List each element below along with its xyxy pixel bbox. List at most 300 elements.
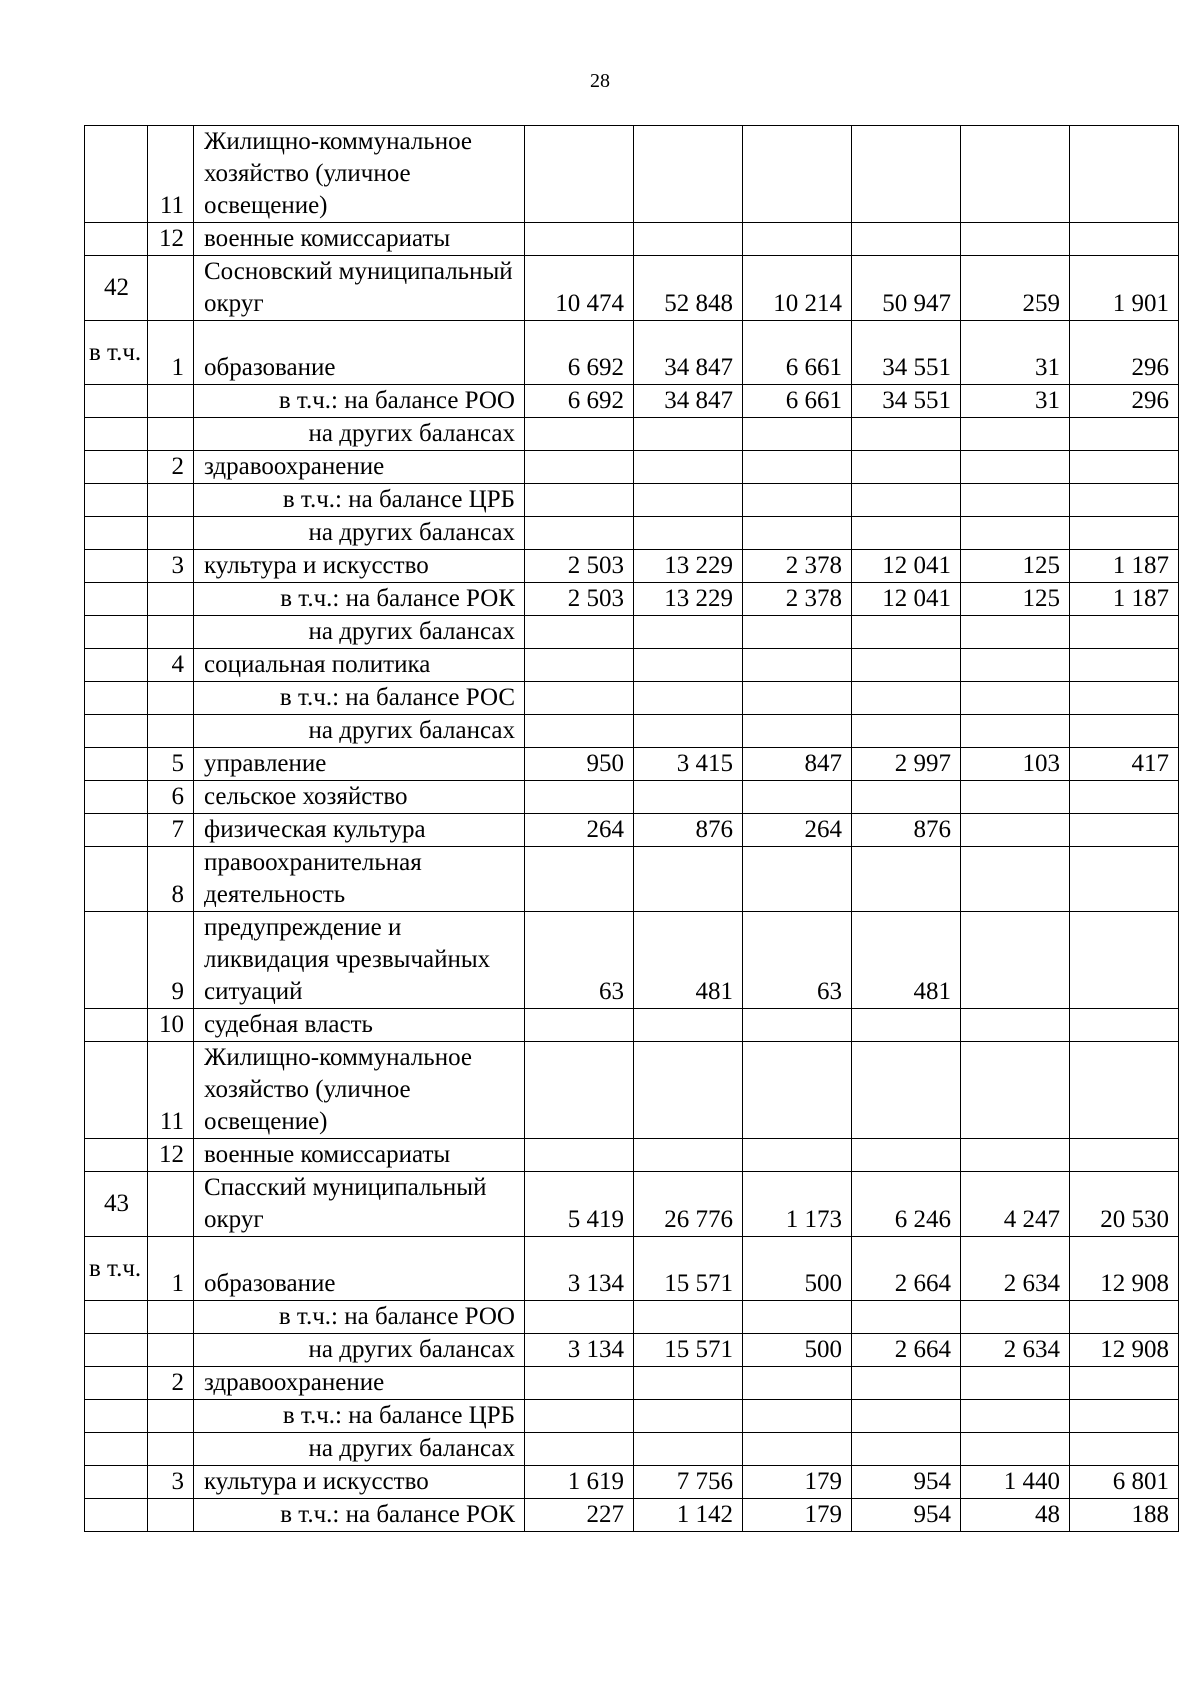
value-cell: 417 <box>1070 748 1179 781</box>
value-cell <box>961 418 1070 451</box>
value-cell <box>961 814 1070 847</box>
value-cell: 1 173 <box>743 1172 852 1237</box>
item-name-cell: судебная власть <box>194 1009 525 1042</box>
value-cell <box>961 517 1070 550</box>
value-cell <box>852 1367 961 1400</box>
item-name-cell: культура и искусство <box>194 550 525 583</box>
value-cell <box>743 451 852 484</box>
value-cell <box>852 1042 961 1139</box>
value-cell: 500 <box>743 1237 852 1301</box>
value-cell: 1 187 <box>1070 550 1179 583</box>
row-number-cell <box>85 451 148 484</box>
value-cell <box>634 517 743 550</box>
value-cell: 2 997 <box>852 748 961 781</box>
value-cell <box>634 1042 743 1139</box>
value-cell <box>852 1009 961 1042</box>
row-number-cell <box>85 517 148 550</box>
value-cell <box>743 1433 852 1466</box>
value-cell: 12 908 <box>1070 1334 1179 1367</box>
item-name-cell: в т.ч.: на балансе РОО <box>194 1301 525 1334</box>
row-number-cell <box>85 484 148 517</box>
row-number-cell <box>85 616 148 649</box>
sub-number-cell: 8 <box>148 847 194 912</box>
value-cell <box>634 616 743 649</box>
value-cell: 264 <box>525 814 634 847</box>
value-cell <box>961 715 1070 748</box>
value-cell: 876 <box>852 814 961 847</box>
table-row <box>85 1042 1179 1139</box>
value-cell <box>525 1400 634 1433</box>
value-cell <box>525 517 634 550</box>
table-row <box>85 715 1179 748</box>
table-body <box>85 126 1179 1532</box>
value-cell <box>525 781 634 814</box>
row-number-cell <box>85 1009 148 1042</box>
table-row <box>85 1400 1179 1433</box>
value-cell: 12 041 <box>852 550 961 583</box>
item-name-cell: на других балансах <box>194 1334 525 1367</box>
value-cell: 2 378 <box>743 550 852 583</box>
item-name-cell: Жилищно-коммунальное хозяйство (уличное освещение) <box>194 126 525 223</box>
value-cell: 6 246 <box>852 1172 961 1237</box>
value-cell: 26 776 <box>634 1172 743 1237</box>
table-row <box>85 126 1179 223</box>
value-cell: 34 847 <box>634 385 743 418</box>
value-cell <box>634 484 743 517</box>
sub-number-cell: 11 <box>148 1042 194 1139</box>
value-cell <box>525 1009 634 1042</box>
table-row <box>85 418 1179 451</box>
value-cell <box>1070 1400 1179 1433</box>
sub-number-cell: 6 <box>148 781 194 814</box>
table-row <box>85 1009 1179 1042</box>
value-cell <box>1070 1433 1179 1466</box>
row-number-cell <box>85 1433 148 1466</box>
value-cell <box>634 451 743 484</box>
value-cell: 125 <box>961 550 1070 583</box>
value-cell: 2 634 <box>961 1237 1070 1301</box>
value-cell <box>1070 126 1179 223</box>
value-cell: 2 378 <box>743 583 852 616</box>
value-cell <box>1070 1042 1179 1139</box>
value-cell: 227 <box>525 1499 634 1532</box>
table-row <box>85 550 1179 583</box>
value-cell <box>634 715 743 748</box>
value-cell: 31 <box>961 385 1070 418</box>
item-name-cell: в т.ч.: на балансе РОО <box>194 385 525 418</box>
value-cell <box>743 223 852 256</box>
row-number-cell <box>85 847 148 912</box>
table-row <box>85 1367 1179 1400</box>
row-number-cell <box>85 1367 148 1400</box>
item-name-cell: в т.ч.: на балансе РОС <box>194 682 525 715</box>
value-cell: 2 634 <box>961 1334 1070 1367</box>
value-cell <box>1070 1009 1179 1042</box>
item-name-cell: управление <box>194 748 525 781</box>
value-cell: 950 <box>525 748 634 781</box>
value-cell <box>743 126 852 223</box>
value-cell: 10 214 <box>743 256 852 321</box>
row-number-cell <box>85 649 148 682</box>
value-cell: 2 664 <box>852 1237 961 1301</box>
sub-number-cell: 12 <box>148 223 194 256</box>
row-number-cell <box>85 385 148 418</box>
value-cell <box>852 847 961 912</box>
value-cell: 1 619 <box>525 1466 634 1499</box>
sub-number-cell <box>148 715 194 748</box>
value-cell <box>634 1301 743 1334</box>
value-cell <box>525 126 634 223</box>
item-name-cell: здравоохранение <box>194 1367 525 1400</box>
item-name-cell: на других балансах <box>194 418 525 451</box>
value-cell <box>961 1042 1070 1139</box>
value-cell <box>961 451 1070 484</box>
value-cell: 264 <box>743 814 852 847</box>
item-name-cell: физическая культура <box>194 814 525 847</box>
value-cell <box>525 1367 634 1400</box>
value-cell: 12 041 <box>852 583 961 616</box>
value-cell <box>634 126 743 223</box>
value-cell <box>852 451 961 484</box>
value-cell <box>525 1301 634 1334</box>
value-cell: 954 <box>852 1466 961 1499</box>
table-row <box>85 781 1179 814</box>
item-name-cell: культура и искусство <box>194 1466 525 1499</box>
table-row <box>85 1172 1179 1237</box>
item-name-cell: правоохранительная деятельность <box>194 847 525 912</box>
item-name-cell: на других балансах <box>194 715 525 748</box>
value-cell: 6 692 <box>525 321 634 385</box>
value-cell <box>525 715 634 748</box>
sub-number-cell: 2 <box>148 1367 194 1400</box>
table-row <box>85 814 1179 847</box>
value-cell: 10 474 <box>525 256 634 321</box>
value-cell <box>525 649 634 682</box>
value-cell <box>525 847 634 912</box>
value-cell: 481 <box>634 912 743 1009</box>
item-name-cell: на других балансах <box>194 616 525 649</box>
sub-number-cell <box>148 616 194 649</box>
value-cell: 7 756 <box>634 1466 743 1499</box>
item-name-cell: социальная политика <box>194 649 525 682</box>
value-cell <box>634 847 743 912</box>
value-cell <box>743 484 852 517</box>
table-row <box>85 1301 1179 1334</box>
value-cell <box>1070 616 1179 649</box>
value-cell <box>634 1139 743 1172</box>
item-name-cell: военные комиссариаты <box>194 223 525 256</box>
value-cell: 31 <box>961 321 1070 385</box>
value-cell: 296 <box>1070 321 1179 385</box>
sub-number-cell <box>148 1172 194 1237</box>
value-cell <box>634 649 743 682</box>
value-cell <box>743 616 852 649</box>
table-row <box>85 682 1179 715</box>
value-cell <box>1070 451 1179 484</box>
value-cell <box>743 1009 852 1042</box>
value-cell: 1 901 <box>1070 256 1179 321</box>
value-cell <box>852 484 961 517</box>
row-number-cell: 43 <box>85 1172 148 1237</box>
value-cell: 2 503 <box>525 583 634 616</box>
row-number-cell <box>85 126 148 223</box>
value-cell <box>1070 912 1179 1009</box>
sub-number-cell <box>148 517 194 550</box>
row-number-cell: в т.ч. <box>85 321 148 385</box>
table-row <box>85 484 1179 517</box>
sub-number-cell: 3 <box>148 1466 194 1499</box>
sub-number-cell: 12 <box>148 1139 194 1172</box>
value-cell <box>525 1139 634 1172</box>
value-cell: 4 247 <box>961 1172 1070 1237</box>
sub-number-cell <box>148 418 194 451</box>
item-name-cell: в т.ч.: на балансе ЦРБ <box>194 484 525 517</box>
value-cell <box>1070 715 1179 748</box>
data-table <box>84 125 1179 1532</box>
row-number-cell <box>85 814 148 847</box>
item-name-cell: предупреждение и ликвидация чрезвычайных ситуаций <box>194 912 525 1009</box>
value-cell <box>743 649 852 682</box>
value-cell <box>852 781 961 814</box>
value-cell <box>1070 649 1179 682</box>
sub-number-cell <box>148 1433 194 1466</box>
value-cell <box>743 715 852 748</box>
table-row <box>85 256 1179 321</box>
row-number-cell <box>85 223 148 256</box>
row-number-cell <box>85 418 148 451</box>
value-cell: 2 664 <box>852 1334 961 1367</box>
value-cell <box>525 484 634 517</box>
row-number-cell <box>85 1400 148 1433</box>
value-cell: 1 440 <box>961 1466 1070 1499</box>
value-cell <box>961 126 1070 223</box>
value-cell: 847 <box>743 748 852 781</box>
sub-number-cell <box>148 484 194 517</box>
sub-number-cell <box>148 1301 194 1334</box>
value-cell: 876 <box>634 814 743 847</box>
row-number-cell <box>85 1466 148 1499</box>
value-cell <box>743 682 852 715</box>
value-cell <box>634 1433 743 1466</box>
value-cell <box>852 517 961 550</box>
value-cell <box>961 912 1070 1009</box>
table-row <box>85 748 1179 781</box>
value-cell <box>743 1139 852 1172</box>
value-cell <box>852 126 961 223</box>
sub-number-cell <box>148 256 194 321</box>
table-row <box>85 321 1179 385</box>
item-name-cell: образование <box>194 1237 525 1301</box>
value-cell <box>634 1400 743 1433</box>
value-cell: 103 <box>961 748 1070 781</box>
row-number-cell <box>85 748 148 781</box>
row-number-cell <box>85 1334 148 1367</box>
value-cell: 259 <box>961 256 1070 321</box>
value-cell <box>961 1139 1070 1172</box>
value-cell <box>961 484 1070 517</box>
value-cell <box>961 616 1070 649</box>
value-cell: 6 661 <box>743 385 852 418</box>
table-row <box>85 847 1179 912</box>
row-number-cell <box>85 682 148 715</box>
sub-number-cell: 4 <box>148 649 194 682</box>
value-cell <box>634 682 743 715</box>
value-cell <box>961 781 1070 814</box>
table-row <box>85 1237 1179 1301</box>
value-cell <box>961 682 1070 715</box>
value-cell: 179 <box>743 1466 852 1499</box>
item-name-cell: в т.ч.: на балансе РОК <box>194 583 525 616</box>
value-cell <box>852 418 961 451</box>
value-cell: 63 <box>743 912 852 1009</box>
value-cell <box>1070 1139 1179 1172</box>
value-cell <box>634 418 743 451</box>
value-cell <box>743 1042 852 1139</box>
value-cell: 6 801 <box>1070 1466 1179 1499</box>
value-cell <box>634 781 743 814</box>
value-cell <box>525 682 634 715</box>
value-cell <box>1070 781 1179 814</box>
value-cell <box>525 1433 634 1466</box>
value-cell <box>743 1367 852 1400</box>
table-row <box>85 583 1179 616</box>
value-cell: 34 551 <box>852 321 961 385</box>
sub-number-cell <box>148 682 194 715</box>
value-cell <box>634 1367 743 1400</box>
value-cell <box>743 517 852 550</box>
item-name-cell: образование <box>194 321 525 385</box>
sub-number-cell: 5 <box>148 748 194 781</box>
row-number-cell <box>85 1301 148 1334</box>
page-number: 28 <box>590 70 610 92</box>
value-cell <box>1070 484 1179 517</box>
value-cell: 6 661 <box>743 321 852 385</box>
value-cell <box>852 682 961 715</box>
value-cell: 188 <box>1070 1499 1179 1532</box>
sub-number-cell <box>148 583 194 616</box>
row-number-cell: 42 <box>85 256 148 321</box>
value-cell <box>961 847 1070 912</box>
value-cell: 3 134 <box>525 1237 634 1301</box>
value-cell <box>525 616 634 649</box>
value-cell: 48 <box>961 1499 1070 1532</box>
value-cell <box>961 1367 1070 1400</box>
sub-number-cell: 1 <box>148 321 194 385</box>
value-cell: 3 415 <box>634 748 743 781</box>
row-number-cell <box>85 1139 148 1172</box>
item-name-cell: здравоохранение <box>194 451 525 484</box>
value-cell <box>852 223 961 256</box>
value-cell <box>743 418 852 451</box>
sub-number-cell: 3 <box>148 550 194 583</box>
table-row <box>85 517 1179 550</box>
value-cell: 500 <box>743 1334 852 1367</box>
sub-number-cell: 1 <box>148 1237 194 1301</box>
value-cell <box>634 1009 743 1042</box>
table-row <box>85 1499 1179 1532</box>
table-row <box>85 1334 1179 1367</box>
item-name-cell: на других балансах <box>194 517 525 550</box>
table-row <box>85 1139 1179 1172</box>
value-cell <box>852 1301 961 1334</box>
value-cell <box>852 715 961 748</box>
row-number-cell <box>85 550 148 583</box>
value-cell: 50 947 <box>852 256 961 321</box>
value-cell <box>852 1139 961 1172</box>
value-cell: 20 530 <box>1070 1172 1179 1237</box>
value-cell <box>852 649 961 682</box>
value-cell: 5 419 <box>525 1172 634 1237</box>
item-name-cell: в т.ч.: на балансе РОК <box>194 1499 525 1532</box>
value-cell: 1 187 <box>1070 583 1179 616</box>
value-cell <box>961 1301 1070 1334</box>
item-name-cell: в т.ч.: на балансе ЦРБ <box>194 1400 525 1433</box>
sub-number-cell <box>148 1334 194 1367</box>
value-cell <box>961 649 1070 682</box>
row-number-cell <box>85 912 148 1009</box>
value-cell <box>961 223 1070 256</box>
value-cell: 34 847 <box>634 321 743 385</box>
value-cell: 63 <box>525 912 634 1009</box>
value-cell <box>634 223 743 256</box>
value-cell: 179 <box>743 1499 852 1532</box>
item-name-cell: Жилищно-коммунальное хозяйство (уличное освещение) <box>194 1042 525 1139</box>
value-cell <box>525 1042 634 1139</box>
value-cell: 3 134 <box>525 1334 634 1367</box>
value-cell <box>961 1009 1070 1042</box>
value-cell: 6 692 <box>525 385 634 418</box>
value-cell: 15 571 <box>634 1237 743 1301</box>
value-cell <box>852 1400 961 1433</box>
sub-number-cell: 7 <box>148 814 194 847</box>
value-cell <box>743 847 852 912</box>
item-name-cell: Спасский муниципальный округ <box>194 1172 525 1237</box>
sub-number-cell: 11 <box>148 126 194 223</box>
sub-number-cell: 9 <box>148 912 194 1009</box>
item-name-cell: Сосновский муниципальный округ <box>194 256 525 321</box>
sub-number-cell: 2 <box>148 451 194 484</box>
value-cell <box>743 781 852 814</box>
table-row <box>85 1466 1179 1499</box>
row-number-cell <box>85 1499 148 1532</box>
value-cell: 34 551 <box>852 385 961 418</box>
table-row <box>85 1433 1179 1466</box>
value-cell: 2 503 <box>525 550 634 583</box>
value-cell <box>1070 847 1179 912</box>
value-cell: 125 <box>961 583 1070 616</box>
sub-number-cell: 10 <box>148 1009 194 1042</box>
value-cell <box>743 1301 852 1334</box>
item-name-cell: военные комиссариаты <box>194 1139 525 1172</box>
row-number-cell <box>85 781 148 814</box>
value-cell <box>852 1433 961 1466</box>
value-cell <box>961 1400 1070 1433</box>
row-number-cell: в т.ч. <box>85 1237 148 1301</box>
value-cell <box>961 1433 1070 1466</box>
value-cell: 13 229 <box>634 550 743 583</box>
value-cell <box>743 1400 852 1433</box>
value-cell <box>1070 517 1179 550</box>
value-cell <box>1070 1367 1179 1400</box>
value-cell: 296 <box>1070 385 1179 418</box>
value-cell <box>525 223 634 256</box>
sub-number-cell <box>148 1499 194 1532</box>
value-cell <box>525 418 634 451</box>
row-number-cell <box>85 715 148 748</box>
value-cell <box>1070 1301 1179 1334</box>
value-cell: 13 229 <box>634 583 743 616</box>
value-cell: 15 571 <box>634 1334 743 1367</box>
